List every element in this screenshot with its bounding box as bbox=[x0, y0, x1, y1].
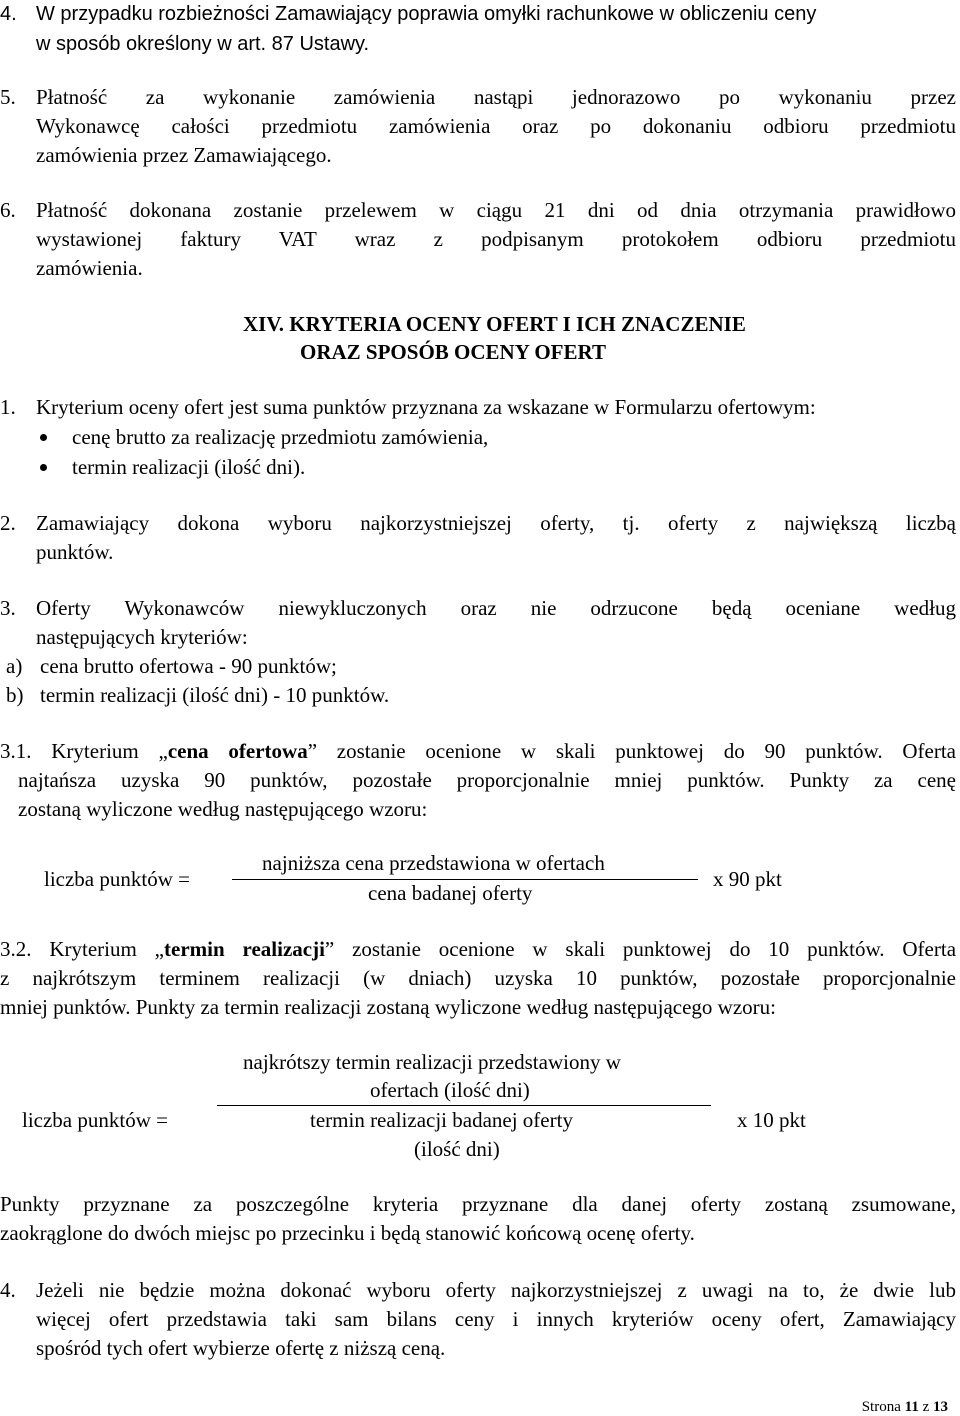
p4-top-line2: w sposób określony w art. 87 Ustawy. bbox=[36, 33, 370, 55]
section-title-line2: ORAZ SPOSÓB OCENY OFERT bbox=[300, 340, 606, 364]
c4-number: 4. bbox=[0, 1278, 16, 1302]
p5-line1: Płatność za wykonanie zamówienia nastąpi jednorazowo po wykonaniu przez bbox=[36, 85, 956, 109]
formula2-multiplier: x 10 pkt bbox=[737, 1108, 806, 1132]
formula2-denominator-line1: termin realizacji badanej oferty bbox=[310, 1108, 573, 1132]
page-footer bbox=[862, 1400, 948, 1415]
p4-top-number: 4. bbox=[0, 3, 17, 25]
c3-line1: Oferty Wykonawców niewykluczonych oraz nie odrzucone będą oceniane według bbox=[36, 596, 956, 620]
bullet-icon bbox=[40, 464, 47, 471]
formula2-fraction-bar bbox=[217, 1105, 711, 1106]
c4-line1: Jeżeli nie będzie można dokonać wyboru oferty najkorzystniejszej z uwagi na to, że dwie lub bbox=[36, 1278, 956, 1302]
c1-number: 1. bbox=[0, 395, 16, 419]
p6-line2: wystawionej faktury VAT wraz z podpisanym protokołem odbioru przedmiotu bbox=[36, 227, 956, 251]
c4-line2: więcej ofert przedstawia taki sam bilans ceny i innych kryteriów oceny ofert, Zamawiający bbox=[36, 1307, 956, 1331]
p6-line1: Płatność dokonana zostanie przelewem w ciągu 21 dni od dnia otrzymania prawidłowo bbox=[36, 198, 956, 222]
p5-line3: zamówienia przez Zamawiającego. bbox=[36, 143, 332, 167]
c3-a-label: a) bbox=[6, 654, 23, 678]
formula1-multiplier: x 90 pkt bbox=[713, 867, 782, 891]
c4-line3: spośród tych ofert wybierze ofertę z niższą ceną. bbox=[36, 1336, 446, 1360]
footer-prefix: Strona bbox=[861, 1399, 901, 1415]
c2-number: 2. bbox=[0, 511, 16, 535]
bullet-icon bbox=[40, 434, 47, 441]
formula1-numerator: najniższa cena przedstawiona w ofertach bbox=[262, 851, 605, 875]
formula2-denominator-line2: (ilość dni) bbox=[414, 1137, 500, 1161]
c3-b-label: b) bbox=[6, 683, 24, 707]
footer-separator: z bbox=[922, 1399, 930, 1415]
section-title-line1: XIV. KRYTERIA OCENY OFERT I ICH ZNACZENIE bbox=[243, 312, 746, 336]
c31-line1: 3.1. Kryterium „cena ofertowa” zostanie ocenione w skali punktowej do 90 punktów. Oferta bbox=[0, 739, 957, 763]
c3-number: 3. bbox=[0, 596, 16, 620]
formula2-numerator-line2: ofertach (ilość dni) bbox=[370, 1078, 530, 1102]
c32-line3: mniej punktów. Punkty za termin realizacji zostaną wyliczone według następującego wzoru: bbox=[0, 995, 776, 1019]
c1-line1: Kryterium oceny ofert jest suma punktów przyznana za wskazane w Formularzu ofertowym: bbox=[36, 395, 816, 419]
c32-line1: 3.2. Kryterium „termin realizacji” zostanie ocenione w skali punktowej do 10 punktów. Oferta bbox=[0, 937, 957, 961]
formula2-numerator-line1: najkrótszy termin realizacji przedstawiony w bbox=[243, 1050, 621, 1074]
summary-line1: Punkty przyznane za poszczególne kryteria przyznane dla danej oferty zostaną zsumowane, bbox=[0, 1192, 956, 1216]
summary-line2: zaokrąglone do dwóch miejsc po przecinku i będą stanowić końcową ocenę oferty. bbox=[0, 1221, 695, 1245]
c32-line2: z najkrótszym terminem realizacji (w dniach) uzyska 10 punktów, pozostałe proporcjonalnie bbox=[0, 966, 956, 990]
c32-criterion-name: termin realizacji bbox=[164, 937, 325, 961]
c1-bullet-2: termin realizacji (ilość dni). bbox=[72, 455, 306, 479]
c31-criterion-name: cena ofertowa bbox=[167, 739, 308, 763]
p4-top-line1: W przypadku rozbieżności Zamawiający poprawia omyłki rachunkowe w obliczeniu ceny bbox=[36, 3, 817, 25]
footer-total-pages: 13 bbox=[933, 1399, 948, 1415]
c1-bullet-1: cenę brutto za realizację przedmiotu zamówienia, bbox=[72, 425, 489, 449]
c31-line3: zostaną wyliczone według następującego wzoru: bbox=[18, 797, 428, 821]
p6-line3: zamówienia. bbox=[36, 256, 143, 280]
c3-b-text: termin realizacji (ilość dni) - 10 punktów. bbox=[40, 683, 390, 707]
c2-line1: Zamawiający dokona wyboru najkorzystniejszej oferty, tj. oferty z największą liczbą bbox=[36, 511, 956, 535]
c3-a-text: cena brutto ofertowa - 90 punktów; bbox=[40, 654, 337, 678]
formula1-fraction-bar bbox=[232, 879, 698, 880]
p5-number: 5. bbox=[0, 85, 16, 109]
p5-line2: Wykonawcę całości przedmiotu zamówienia oraz po dokonaniu odbioru przedmiotu bbox=[36, 114, 956, 138]
p6-number: 6. bbox=[0, 198, 16, 222]
formula2-label: liczba punktów = bbox=[22, 1108, 168, 1132]
c31-line2: najtańsza uzyska 90 punktów, pozostałe proporcjonalnie mniej punktów. Punkty za cenę bbox=[18, 768, 956, 792]
formula1-denominator: cena badanej oferty bbox=[368, 881, 533, 905]
formula1-label: liczba punktów = bbox=[44, 867, 190, 891]
c3-line2: następujących kryteriów: bbox=[36, 625, 248, 649]
footer-page-number: 11 bbox=[904, 1399, 919, 1415]
c2-line2: punktów. bbox=[36, 540, 114, 564]
